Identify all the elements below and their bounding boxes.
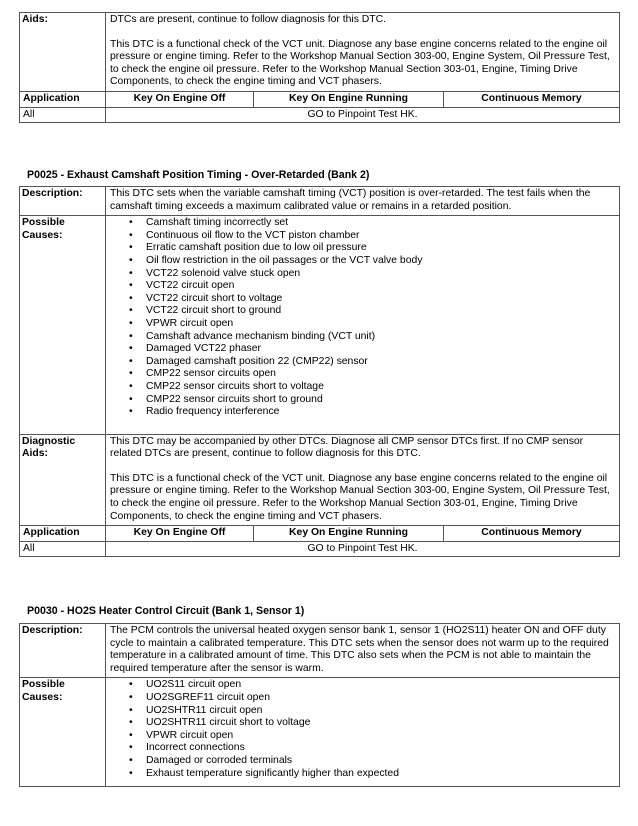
- koer-header: Key On Engine Running: [254, 91, 444, 107]
- label-line: Aids:: [22, 448, 48, 460]
- list-item: • Camshaft timing incorrectly set: [146, 217, 616, 230]
- label-line: Possible: [22, 679, 65, 691]
- description-label: Description:: [20, 187, 106, 216]
- list-item: • CMP22 sensor circuits open: [146, 368, 616, 381]
- label-line: Causes:: [22, 229, 63, 241]
- description-text: This DTC sets when the variable camshaft timing (VCT) position is over-retarded. The test fails when the camshaft timing exceeds a maximum calibrated value or remains in a retarded position.: [106, 187, 620, 216]
- application-value: All: [20, 107, 106, 123]
- list-item: • VCT22 circuit open: [146, 280, 616, 293]
- dtc-title: P0030 - HO2S Heater Control Circuit (Bank 1, Sensor 1): [27, 605, 305, 617]
- list-item: • VPWR circuit open: [146, 318, 616, 331]
- diagnostic-aids-text: [106, 434, 620, 526]
- aids-paragraph: DTCs are present, continue to follow diagnosis for this DTC.: [110, 14, 387, 25]
- list-item: • Damaged or corroded terminals: [146, 755, 616, 768]
- description-label: Description:: [20, 624, 106, 678]
- list-item: • UO2S11 circuit open: [146, 679, 616, 692]
- list-item: • UO2SHTR11 circuit short to voltage: [146, 717, 616, 730]
- possible-causes-list: [106, 678, 620, 787]
- description-text: The PCM controls the universal heated oxygen sensor bank 1, sensor 1 (HO2S11) heater ON and OFF duty cycle to maintain a calibrated temperature. This DTC sets when the sensor does not warm up to the required temperature in a calibrated amount of time. This DTC also sets when the PCM is not able to maintain the required temperature after the sensor is warm.: [106, 624, 620, 678]
- application-row: [20, 541, 620, 557]
- list-item: • Camshaft advance mechanism binding (VCT unit): [146, 331, 616, 344]
- list-item: • UO2SHTR11 circuit open: [146, 705, 616, 718]
- list-item: • Erratic camshaft position due to low oil pressure: [146, 242, 616, 255]
- aids-label: Aids:: [20, 13, 106, 92]
- p0030-table: [19, 623, 620, 787]
- application-row: [20, 107, 620, 123]
- possible-causes-label: [20, 678, 106, 787]
- label-line: Possible: [22, 217, 65, 229]
- aids-text: [106, 13, 620, 92]
- aids-paragraph: This DTC is a functional check of the VCT unit. Diagnose any base engine concerns related to the engine oil pressure or engine timing. Refer to the Workshop Manual Section 303-00, Engine System, Oil Pressure Test, to check the engine oil pressure. Refer to the Workshop Manual Section 303-01, Engine, Timing Drive Components, to check the engine timing and VCT phasers.: [110, 472, 610, 522]
- list-item: • UO2SGREF11 circuit open: [146, 692, 616, 705]
- list-item: • VCT22 circuit short to ground: [146, 305, 616, 318]
- list-item: • Incorrect connections: [146, 742, 616, 755]
- application-value: All: [20, 541, 106, 557]
- list-item: • Oil flow restriction in the oil passages or the VCT valve body: [146, 255, 616, 268]
- continuous-memory-header: Continuous Memory: [444, 526, 620, 542]
- koer-header: Key On Engine Running: [254, 526, 444, 542]
- list-item: • Exhaust temperature significantly higher than expected: [146, 768, 616, 781]
- p0025-table: [19, 186, 620, 557]
- p0024-continuation-table: [19, 12, 620, 123]
- aids-paragraph: This DTC may be accompanied by other DTCs. Diagnose all CMP sensor DTCs first. If no CMP sensor related DTCs are present, continue to follow diagnosis for this DTC.: [110, 435, 584, 460]
- list-item: • VCT22 circuit short to voltage: [146, 293, 616, 306]
- possible-causes-list: [106, 216, 620, 435]
- label-line: Causes:: [22, 691, 63, 703]
- koeo-header: Key On Engine Off: [106, 91, 254, 107]
- list-item: • Radio frequency interference: [146, 406, 616, 419]
- dtc-title: P0025 - Exhaust Camshaft Position Timing - Over-Retarded (Bank 2): [27, 169, 370, 181]
- label-line: Diagnostic: [22, 435, 76, 447]
- list-item: • CMP22 sensor circuits short to ground: [146, 394, 616, 407]
- diagnostic-aids-label: [20, 434, 106, 526]
- continuous-memory-header: Continuous Memory: [444, 91, 620, 107]
- possible-causes-label: [20, 216, 106, 435]
- list-item: • VCT22 solenoid valve stuck open: [146, 268, 616, 281]
- koeo-header: Key On Engine Off: [106, 526, 254, 542]
- list-item: • VPWR circuit open: [146, 730, 616, 743]
- application-header: Application: [20, 526, 106, 542]
- application-header-row: [20, 526, 620, 542]
- list-item: • Damaged camshaft position 22 (CMP22) sensor: [146, 356, 616, 369]
- list-item: • CMP22 sensor circuits short to voltage: [146, 381, 616, 394]
- pinpoint-test-link[interactable]: GO to Pinpoint Test HK.: [106, 107, 620, 123]
- aids-paragraph: This DTC is a functional check of the VCT unit. Diagnose any base engine concerns related to the engine oil pressure or engine timing. Refer to the Workshop Manual Section 303-00, Engine System, Oil Pressure Test, to check the engine oil pressure. Refer to the Workshop Manual Section 303-01, Engine, Timing Drive Components, to check the engine timing and VCT phasers.: [110, 38, 610, 88]
- application-header: Application: [20, 91, 106, 107]
- application-header-row: [20, 91, 620, 107]
- pinpoint-test-link[interactable]: GO to Pinpoint Test HK.: [106, 541, 620, 557]
- list-item: • Damaged VCT22 phaser: [146, 343, 616, 356]
- list-item: • Continuous oil flow to the VCT piston chamber: [146, 230, 616, 243]
